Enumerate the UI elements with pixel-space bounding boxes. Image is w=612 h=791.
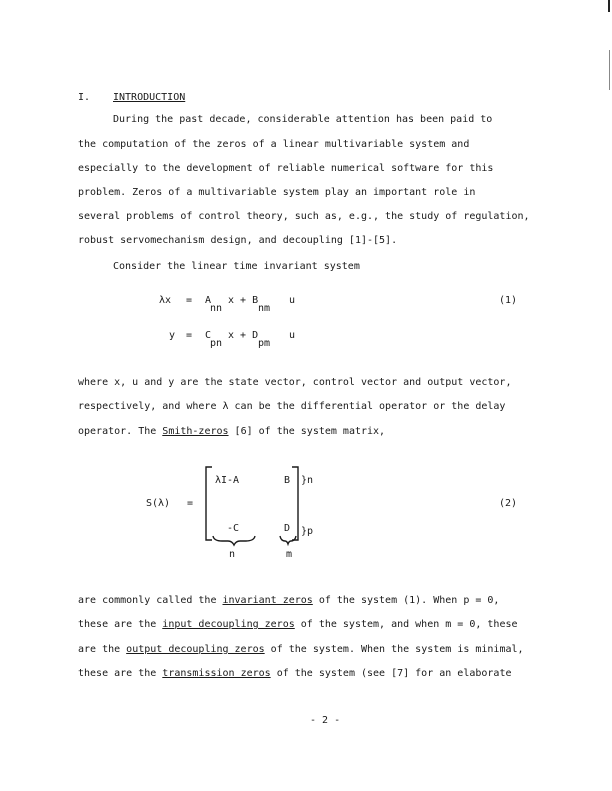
eq2-row2-dim: }p <box>301 526 314 537</box>
eq1-C: C <box>205 330 212 341</box>
eq2-entry-11: λI-A <box>215 475 240 486</box>
eq1-A: A <box>205 295 212 306</box>
where-line-2: respectively, and where λ can be the differential operator or the delay <box>78 401 506 412</box>
underbrace-n <box>213 536 255 545</box>
final-line-4 <box>78 668 512 679</box>
final-line-3-a: are the <box>78 644 127 655</box>
eq1-label: (1) <box>499 295 518 306</box>
where-line-3-text-b: [6] of the system matrix, <box>228 426 386 437</box>
intro-line-6: robust servomechanism design, and decoupling [1]-[5]. <box>78 235 398 246</box>
page-number: - 2 - <box>310 715 341 726</box>
eq1-D-sub: pm <box>258 338 271 349</box>
eq1-A-sub: nn <box>210 303 223 314</box>
input-decoupling-zeros-term: input decoupling zeros <box>162 619 295 630</box>
eq2-label: (2) <box>499 498 518 509</box>
eq1-lhs-output: y <box>169 330 176 341</box>
eq1-C-sub: pn <box>210 338 223 349</box>
smith-zeros-term: Smith-zeros <box>162 426 229 437</box>
final-line-4-b: of the system (see [7] for an elaborate <box>270 668 512 679</box>
section-number: I. <box>78 92 91 103</box>
section-title: INTRODUCTION <box>113 92 186 103</box>
eq1-u-1: u <box>289 295 296 306</box>
eq1-mid-1: x + B <box>228 295 259 306</box>
consider-line: Consider the linear time invariant system <box>113 261 360 272</box>
final-line-4-a: these are the <box>78 668 163 679</box>
final-line-3 <box>78 644 524 655</box>
eq2-lhs: S(λ) <box>146 498 171 509</box>
where-line-3-text-a: operator. The <box>78 426 163 437</box>
final-line-3-b: of the system. When the system is minimal, <box>264 644 524 655</box>
intro-line-5: several problems of control theory, such as, e.g., the study of regulation, <box>78 211 530 222</box>
eq1-equals-2: = <box>186 330 193 341</box>
eq1-equals-1: = <box>186 295 193 306</box>
eq1-u-2: u <box>289 330 296 341</box>
eq2-row1-dim: }n <box>301 475 314 486</box>
eq1-B-sub: nm <box>258 303 271 314</box>
right-bracket <box>292 467 298 540</box>
eq2-entry-21: -C <box>227 523 240 534</box>
final-line-1-b: of the system (1). When p = 0, <box>312 595 500 606</box>
final-line-2 <box>78 619 518 630</box>
eq2-col2-dim: m <box>286 549 293 560</box>
where-line-1: where x, u and y are the state vector, control vector and output vector, <box>78 377 512 388</box>
final-line-1-a: are commonly called the <box>78 595 223 606</box>
underbrace-m <box>280 536 296 544</box>
eq1-mid-2: x + D <box>228 330 259 341</box>
eq2-col1-dim: n <box>229 549 236 560</box>
invariant-zeros-term: invariant zeros <box>222 595 313 606</box>
eq2-entry-12: B <box>284 475 291 486</box>
transmission-zeros-term: transmission zeros <box>162 668 271 679</box>
output-decoupling-zeros-term: output decoupling zeros <box>126 644 265 655</box>
final-line-1 <box>78 595 499 606</box>
eq2-equals: = <box>187 498 194 509</box>
intro-line-3: especially to the development of reliable numerical software for this <box>78 163 494 174</box>
intro-line-2: the computation of the zeros of a linear multivariable system and <box>78 139 470 150</box>
left-bracket <box>206 467 212 540</box>
eq1-lhs-state: λx <box>159 295 172 306</box>
final-line-2-b: of the system, and when m = 0, these <box>294 619 518 630</box>
final-line-2-a: these are the <box>78 619 163 630</box>
eq2-entry-22: D <box>284 523 291 534</box>
intro-line-1: During the past decade, considerable attention has been paid to <box>113 114 493 125</box>
intro-line-4: problem. Zeros of a multivariable system play an important role in <box>78 187 476 198</box>
